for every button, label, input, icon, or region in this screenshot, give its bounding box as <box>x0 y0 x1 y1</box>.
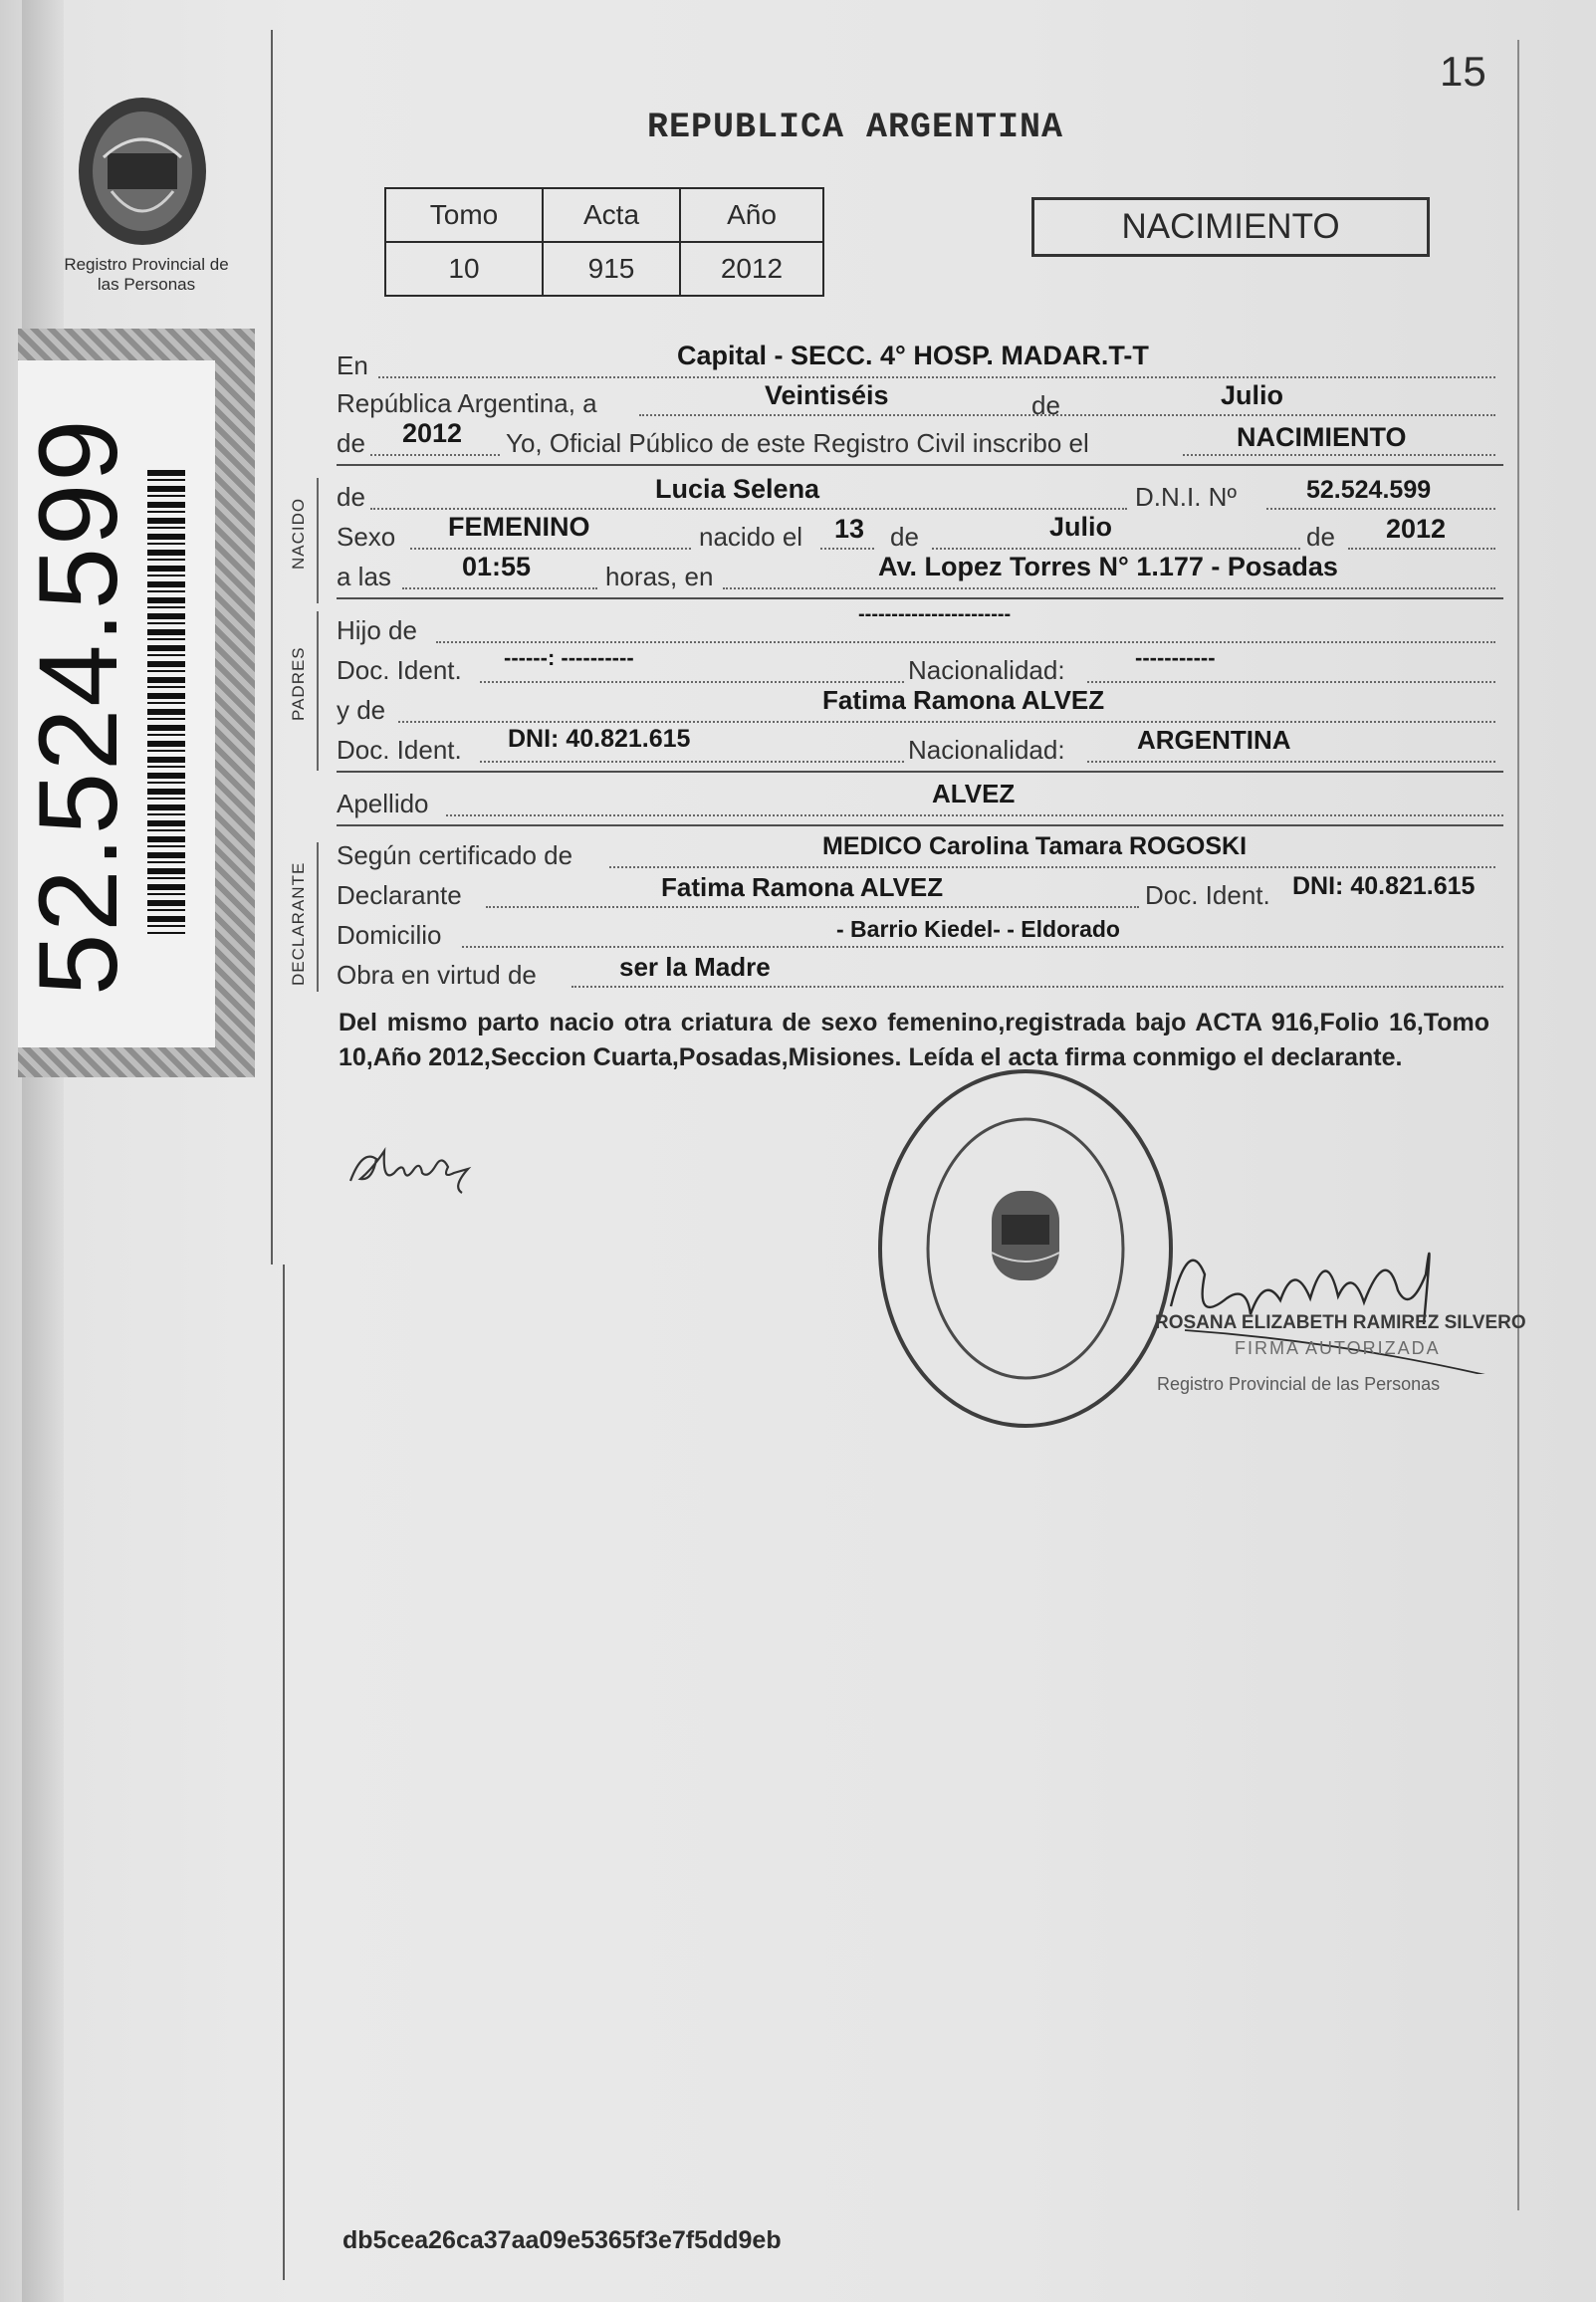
section-rule <box>317 478 319 603</box>
section-divider <box>337 464 1503 466</box>
mother-name-value: Fatima Ramona ALVEZ <box>822 685 1105 715</box>
barcode-bars <box>147 470 185 934</box>
official-name-stamp: ROSANA ELIZABETH RAMIREZ SILVERO <box>1155 1312 1526 1333</box>
father-name-value: ----------------------- <box>858 603 1012 625</box>
barcode-number: 52.524.599 <box>16 417 140 996</box>
declarante-section-label: DECLARANTE <box>289 861 308 986</box>
section-divider <box>337 771 1503 773</box>
left-margin-rule-lower <box>283 1265 285 2280</box>
dotted-line <box>410 548 691 550</box>
dotted-line <box>609 866 1495 868</box>
republica-label: República Argentina, a <box>337 388 597 418</box>
dotted-line <box>486 906 1139 908</box>
dotted-line <box>820 548 874 550</box>
declarante-label: Declarante <box>337 880 462 910</box>
child-dni-value: 52.524.599 <box>1306 476 1432 504</box>
anio-header: Año <box>680 188 823 242</box>
inscription-value: NACIMIENTO <box>1237 422 1407 452</box>
father-nationality-value: ----------- <box>1135 645 1216 670</box>
birth-place-value: Av. Lopez Torres N° 1.177 - Posadas <box>878 552 1338 581</box>
de-label: de <box>1306 522 1335 552</box>
tomo-header: Tomo <box>385 188 543 242</box>
nacido-label: nacido el <box>699 522 803 552</box>
section-rule <box>317 842 319 992</box>
dotted-line <box>370 454 500 456</box>
en-label: En <box>337 350 368 380</box>
nacionalidad-label: Nacionalidad: <box>908 655 1065 685</box>
mother-nationality-value: ARGENTINA <box>1137 725 1291 755</box>
dotted-line <box>932 548 1300 550</box>
section-divider <box>337 824 1503 826</box>
nacido-section-label: NACIDO <box>289 497 308 570</box>
nacionalidad-label: Nacionalidad: <box>908 735 1065 765</box>
official-role-stamp: FIRMA AUTORIZADA <box>1235 1338 1441 1358</box>
tomo-value: 10 <box>385 242 543 296</box>
section-divider <box>337 597 1503 599</box>
document-title: REPUBLICA ARGENTINA <box>647 108 1064 147</box>
oficial-text: Yo, Oficial Público de este Registro Civil inscribo el <box>506 428 1089 458</box>
doc-ident-label: Doc. Ident. <box>337 735 462 765</box>
birth-day-value: 13 <box>834 514 865 544</box>
padres-section-label: PADRES <box>289 646 308 721</box>
y-de-label: y de <box>337 695 386 725</box>
left-margin-rule <box>271 30 273 1265</box>
de-label: de <box>890 522 919 552</box>
dotted-line <box>1266 508 1495 510</box>
dotted-line <box>402 587 597 589</box>
surname-value: ALVEZ <box>932 779 1016 808</box>
dotted-line <box>639 414 1495 416</box>
logo-caption: Registro Provincial de las Personas <box>64 255 229 294</box>
dotted-line <box>480 761 904 763</box>
doc-ident-label: Doc. Ident. <box>1145 880 1270 910</box>
de-label: de <box>1031 390 1060 420</box>
dotted-line <box>571 986 1503 988</box>
declarant-name-value: Fatima Ramona ALVEZ <box>661 872 944 902</box>
right-margin-rule <box>1517 40 1519 2210</box>
dotted-line <box>378 376 1495 378</box>
acta-header: Acta <box>543 188 680 242</box>
mother-doc-value: DNI: 40.821.615 <box>508 725 691 753</box>
role-value: ser la Madre <box>619 952 771 982</box>
official-org-stamp: Registro Provincial de las Personas <box>1157 1374 1441 1394</box>
birth-month-value: Julio <box>1049 512 1113 542</box>
place-value: Capital - SECC. 4° HOSP. MADAR.T-T <box>677 341 1149 370</box>
de-label: de <box>337 428 365 458</box>
acta-value: 915 <box>543 242 680 296</box>
doc-ident-label: Doc. Ident. <box>337 655 462 685</box>
declarant-signature <box>342 1129 502 1201</box>
domicilio-label: Domicilio <box>337 920 442 950</box>
dotted-line <box>1183 454 1495 456</box>
obra-label: Obra en virtud de <box>337 960 537 990</box>
document-hash: db5cea26ca37aa09e5365f3e7f5dd9eb <box>342 2226 782 2254</box>
dotted-line <box>398 721 1495 723</box>
birth-time-value: 01:55 <box>462 552 532 581</box>
record-table <box>384 187 824 297</box>
page-number: 15 <box>1440 48 1486 95</box>
dni-label: D.N.I. Nº <box>1135 482 1237 512</box>
de-label: de <box>337 482 365 512</box>
anio-value: 2012 <box>680 242 823 296</box>
address-value: - Barrio Kiedel- - Eldorado <box>836 916 1120 942</box>
year-value: 2012 <box>402 418 463 448</box>
dotted-line <box>446 814 1503 816</box>
horas-en-label: horas, en <box>605 562 714 591</box>
dotted-line <box>1087 681 1495 683</box>
segun-label: Según certificado de <box>337 840 573 870</box>
province-emblem-logo <box>74 92 211 247</box>
dotted-line <box>462 946 1503 948</box>
apellido-label: Apellido <box>337 789 429 818</box>
dotted-line <box>1087 761 1495 763</box>
sex-value: FEMENINO <box>448 512 590 542</box>
declarant-doc-value: DNI: 40.821.615 <box>1292 872 1476 900</box>
dotted-line <box>370 508 1127 510</box>
dotted-line <box>480 681 904 683</box>
section-rule <box>317 611 319 771</box>
annotation-notes: Del mismo parto nacio otra criatura de sexo femenino,registrada bajo ACTA 916,Folio 16,Tomo 10,Año 2012,Seccion Cuarta,Posadas,Misiones. Leída el acta firma conmigo el declarante. <box>339 1009 1489 1071</box>
dotted-line <box>436 641 1495 643</box>
birth-year-value: 2012 <box>1386 514 1447 544</box>
certificate-value: MEDICO Carolina Tamara ROGOSKI <box>822 832 1248 860</box>
month-value: Julio <box>1221 380 1284 410</box>
a-las-label: a las <box>337 562 391 591</box>
child-name-value: Lucia Selena <box>655 474 820 504</box>
father-doc-value: ------: ---------- <box>504 645 634 670</box>
hijo-de-label: Hijo de <box>337 615 417 645</box>
act-type-box: NACIMIENTO <box>1031 197 1430 257</box>
official-seal-stamp <box>874 1065 1177 1432</box>
day-words-value: Veintiséis <box>765 380 889 410</box>
dotted-line <box>1348 548 1495 550</box>
dotted-line <box>723 587 1495 589</box>
sexo-label: Sexo <box>337 522 396 552</box>
